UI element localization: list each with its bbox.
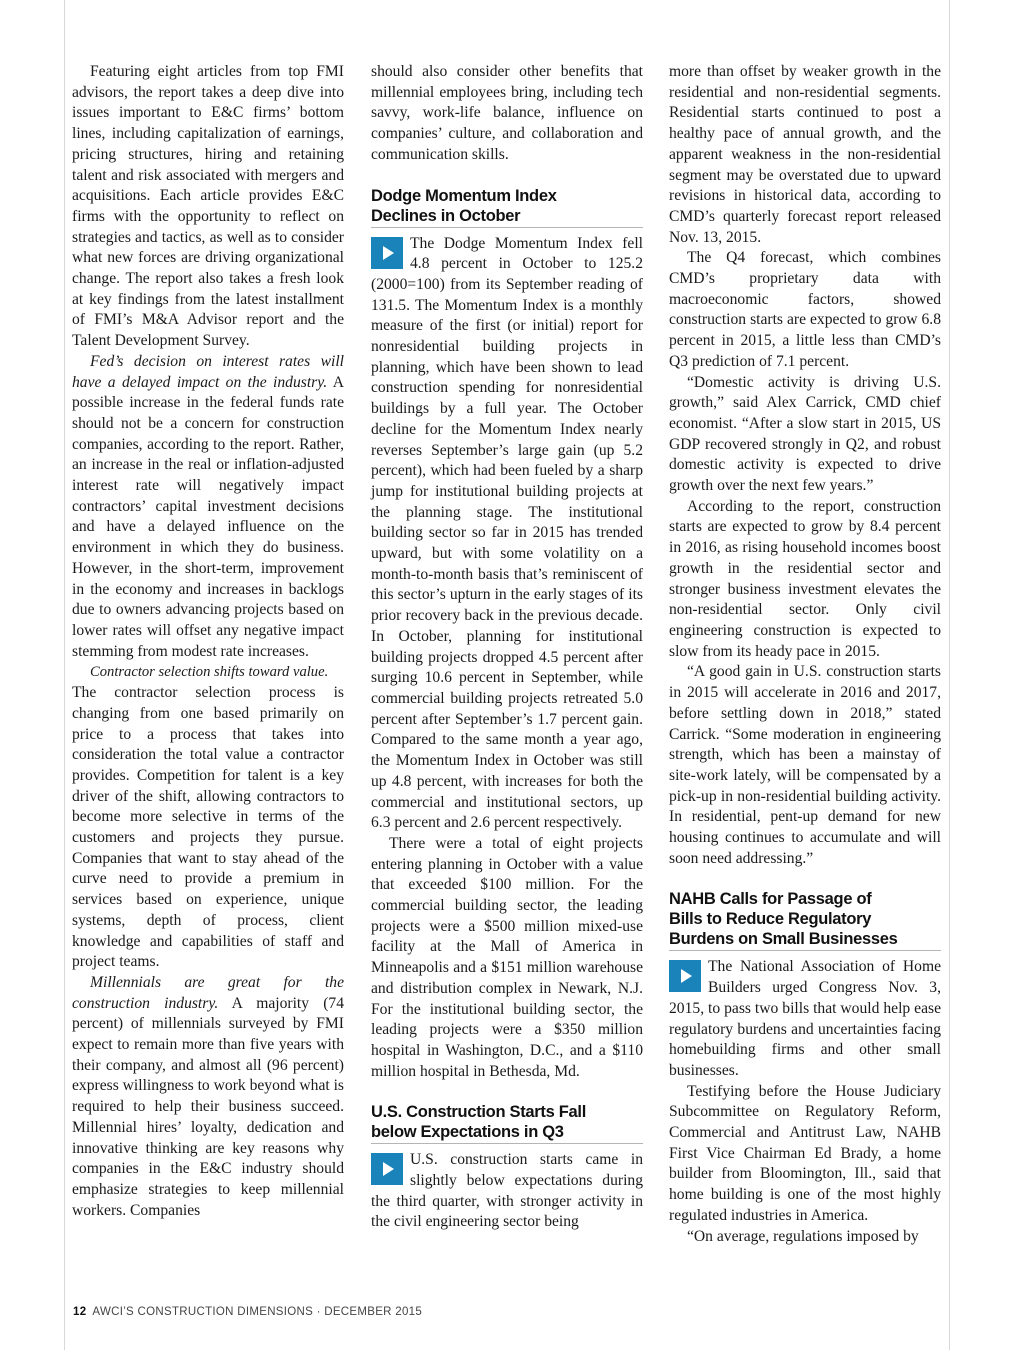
paragraph: should also consider other benefits that millennial employees bring, including tech savvy, work-life balance, influence on companies’ culture, and collaboration and communication skills. xyxy=(371,63,643,163)
section-heading-dodge-momentum: Dodge Momentum Index Declines in October xyxy=(371,186,643,228)
paragraph: “Domestic activity is driving U.S. growth,” said Alex Carrick, CMD chief economist. “After a slow start in 2015, US GDP recovered strongly in Q2, and robust domestic activity is expected to drive growth over the next few years.” xyxy=(669,373,941,495)
column-1 xyxy=(72,62,344,1221)
paragraph: “A good gain in U.S. construction starts in 2015 will accelerate in 2016 and 2017, before settling down in 2018,” stated Carrick. “Some moderation in engineering strength, which has been a mainstay of site-work lately, will be compensated by a pick-up in non-residential building activity. In residential, pent-up demand for new housing continues to accumulate and will soon need addressing.” xyxy=(669,663,941,867)
run-in-heading: Fed’s decision on interest rates will have a delayed impact on the industry. xyxy=(72,352,344,391)
paragraph: Featuring eight articles from top FMI advisors, the report takes a deep dive into issues important to E&C firms’ bottom lines, including capitalization of earnings, pricing structures, hiring and retaining talent and risk associated with mergers and acquisitions. Each article provides E&C firms with the opportunity to reflect on strategies and tactics, as well as to consider what new forces are driving organizational change. The report also takes a fresh look at key findings from the latest installment of FMI’s M&A Advisor report and the Talent Development Survey. xyxy=(72,63,344,350)
play-arrow-icon xyxy=(371,237,403,269)
column-3 xyxy=(669,62,941,1247)
paragraph: There were a total of eight projects entering planning in October with a value that exceeded $100 million. For the commercial building sector, the leading projects were a $500 million mixed-use facility at the Mall of America in Minneapolis and a $151 million warehouse and distribution complex in Newark, N.J. For the institutional building sector, the leading projects were a $350 million hospital in Washington, D.C., and a $110 million hospital in Bethesda, Md. xyxy=(371,834,643,1080)
page-number: 12 xyxy=(73,1306,87,1318)
paragraph: “On average, regulations imposed by xyxy=(687,1227,919,1245)
paragraph: The National Association of Home Builders urged Congress Nov. 3, 2015, to pass two bills that would help ease regulatory burdens and uncertainties facing homebuilding firms and other small businesses. xyxy=(669,958,941,1079)
run-in-heading: Contractor selection shifts toward value. xyxy=(90,664,329,681)
play-arrow-icon xyxy=(669,960,701,992)
left-page-edge xyxy=(64,0,65,1350)
paragraph: Contractor selection shifts toward value. The contractor selection process is changing from one based primarily on price to a process that takes into consideration the total value a contractor provides. Competition for talent is a key driver of the shift, allowing contractors to become more selective in terms of the customers and projects they pursue. Companies that want to stay ahead of the curve need to provide a premium in services based on experience, unique systems, depth of process, client knowledge and capabilities of staff and project teams. xyxy=(72,664,344,971)
play-arrow-icon xyxy=(371,1153,403,1185)
paragraph: more than offset by weaker growth in the residential and non-residential segments. Residential starts continued to post a healthy pace of annual growth, and the apparent weakness in the non-residential segment may be overstated due to upward revisions in historical data, according to CMD’s quarterly forecast report released Nov. 13, 2015. xyxy=(669,63,941,246)
paragraph: The Q4 forecast, which combines CMD’s proprietary data with macroeconomic factors, showed construction starts are expected to grow 6.8 percent in 2015, a little less than CMD’s Q3 prediction of 7.1 percent. xyxy=(669,249,941,370)
section-heading-nahb: NAHB Calls for Passage of Bills to Reduce Regulatory Burdens on Small Businesses xyxy=(669,889,941,951)
column-2 xyxy=(371,62,643,1233)
paragraph: The Dodge Momentum Index fell 4.8 percent in October to 125.2 (2000=100) from its September reading of 131.5. The Momentum Index is a monthly measure of the first (or initial) report for nonresidential building projects in planning, which have been shown to lead construction spending for nonresidential buildings by a full year. The October decline for the Momentum Index nearly reverses September’s large gain (up 5.2 percent), which had been fueled by a sharp jump for institutional building projects at the planning stage. The institutional building sector so far in 2015 has trended upward, but with some volatility on a month-to-month basis that’s reminiscent of this sector’s upturn in the early stages of its prior recovery back in the previous decade. In October, planning for institutional building projects dropped 4.5 percent after surging 10.6 percent in September, while commercial building projects retreated 5.0 percent after September’s 1.7 percent gain. Compared to the same month a year ago, the Momentum Index in October was still up 4.8 percent, with increases for both the commercial and institutional sectors, up 6.3 percent and 2.6 percent respectively. xyxy=(371,234,643,832)
paragraph: Fed’s decision on interest rates will have a delayed impact on the industry. A possible increase in the federal funds rate should not be a concern for construction companies, according to the report. Rather, an increase in the real or inflation-adjusted interest rate will negatively impact contractors’ capital investment decisions and have a delayed influence on the environment in which they do business. However, in the short-term, improvement in the economy and increases in backlogs due to owners advancing projects based on lower rates will offset any negative impact stemming from modest rate increases. xyxy=(72,352,344,660)
page-footer xyxy=(73,1306,422,1318)
paragraph: Testifying before the House Judiciary Subcommittee on Regulatory Reform, Commercial and Antitrust Law, NAHB First Vice Chairman Ed Brady, a home builder from Bloomington, Ill., said that home building is one of the most highly regulated industries in America. xyxy=(669,1082,941,1224)
paragraph: Millennials are great for the construction industry. A majority (74 percent) of millennials surveyed by FMI expect to remain more than five years with their company, and almost all (96 percent) express willingness to work beyond what is required to help their business succeed. Millennial hires’ loyalty, dedication and innovative thinking are key reasons why companies in the E&C industry should emphasize strategies to keep millennial workers. Companies xyxy=(72,973,344,1219)
right-page-edge xyxy=(949,0,950,1350)
paragraph: U.S. construction starts came in slightly below expectations during the third quarter, with stronger activity in the civil engineering sector being xyxy=(371,1151,643,1231)
run-in-heading: Millennials are great for the construction industry. xyxy=(72,973,344,1012)
section-heading-construction-starts: U.S. Construction Starts Fall below Expectations in Q3 xyxy=(371,1102,643,1144)
publication-name: AWCI’S CONSTRUCTION DIMENSIONS · DECEMBER 2015 xyxy=(92,1306,423,1318)
paragraph: According to the report, construction starts are expected to grow by 8.4 percent in 2016, as rising household incomes boost growth in the residential sector and stronger business investment elevates the non-residential sector. Only civil engineering construction is expected to slow from its heady pace in 2015. xyxy=(669,497,941,660)
